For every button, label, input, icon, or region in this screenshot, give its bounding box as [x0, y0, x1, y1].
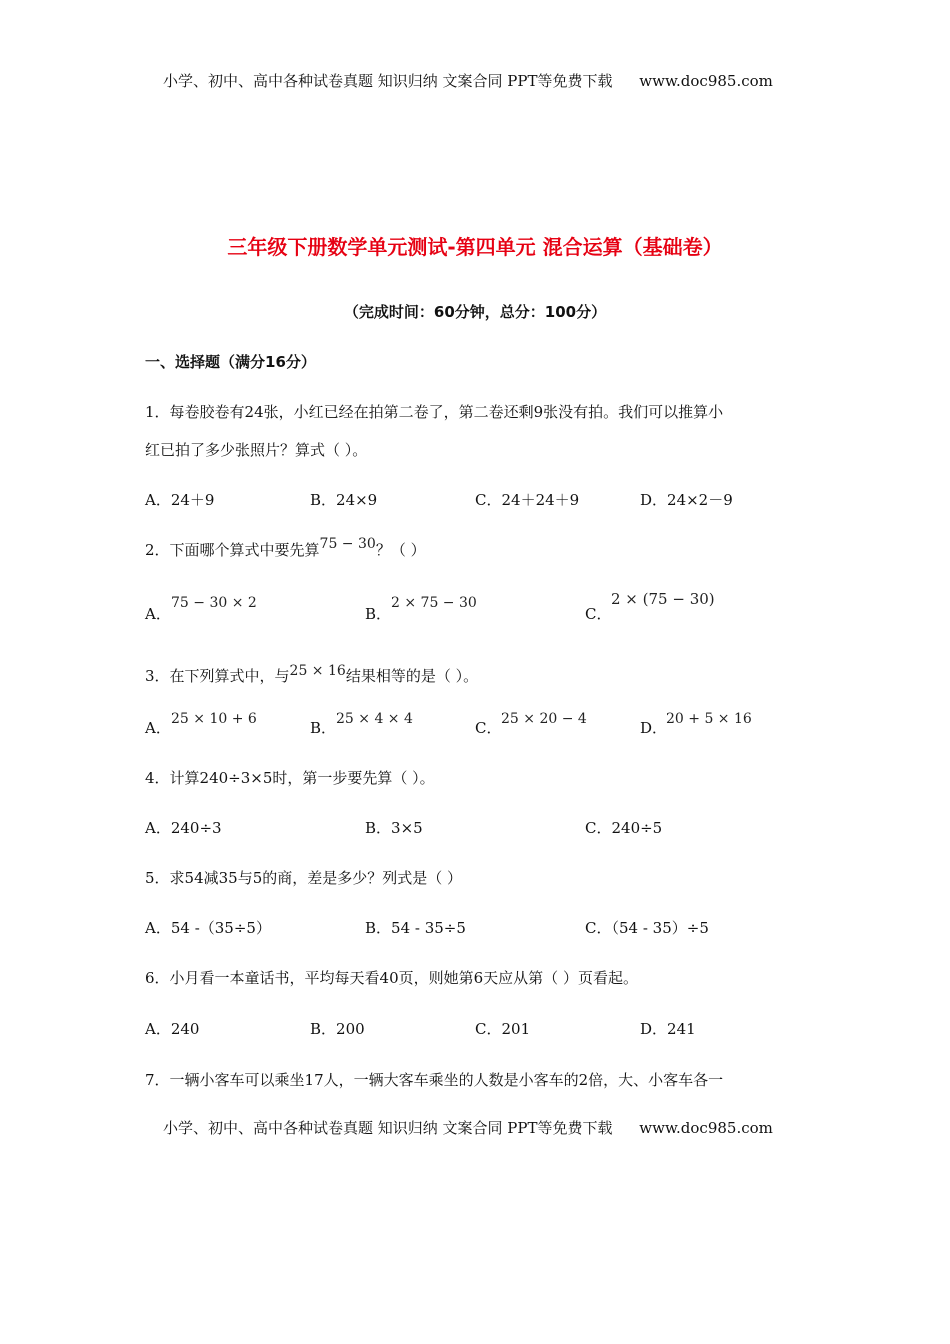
- q2-option-a-label: A．: [145, 605, 171, 623]
- q2-option-b-formula: 2 × 75 − 30: [391, 595, 477, 611]
- q2-post: ？（ ）: [375, 541, 426, 559]
- q1-option-d: D．24×2－9: [640, 491, 733, 509]
- q4-option-a: A．240÷3: [145, 819, 222, 837]
- question-3: [145, 665, 478, 686]
- q2-option-c-formula: 2 × (75 − 30): [611, 590, 715, 608]
- q5-option-c: C．（54 - 35）÷5: [585, 919, 709, 937]
- question-1-line2: 红已拍了多少张照片？算式（ ）。: [145, 441, 368, 459]
- question-4: 4．计算240÷3×5时，第一步要先算（ ）。: [145, 769, 435, 787]
- page-header: [163, 70, 773, 91]
- q6-option-b: B．200: [310, 1020, 365, 1038]
- q4-option-b: B．3×5: [365, 819, 423, 837]
- q6-option-a: A．240: [145, 1020, 200, 1038]
- q1-option-a: A．24＋9: [145, 491, 215, 509]
- q3-option-a-label: A．: [145, 719, 171, 737]
- section-heading: 一、选择题（满分16分）: [145, 353, 316, 371]
- q3-option-d-formula: 20 + 5 × 16: [666, 711, 752, 727]
- q3-option-b-formula: 25 × 4 × 4: [336, 711, 413, 727]
- q3-option-b-label: B．: [310, 719, 337, 737]
- q3-pre: 3．在下列算式中，与: [145, 667, 290, 685]
- q3-option-a-formula: 25 × 10 + 6: [171, 711, 257, 727]
- header-site: www.doc985.com: [639, 72, 773, 90]
- q3-post: 结果相等的是（ ）。: [345, 667, 479, 685]
- footer-text: 小学、初中、高中各种试卷真题 知识归纳 文案合同 PPT等免费下载: [163, 1119, 613, 1137]
- q3-option-c-formula: 25 × 20 − 4: [501, 711, 587, 727]
- q2-formula: 75 − 30: [319, 536, 376, 552]
- q3-option-c-label: C．: [475, 719, 502, 737]
- question-7-line1: 7．一辆小客车可以乘坐17人，一辆大客车乘坐的人数是小客车的2倍，大、小客车各一: [145, 1071, 724, 1089]
- question-5: 5．求54减35与5的商，差是多少？列式是（ ）: [145, 869, 463, 887]
- q6-option-c: C．201: [475, 1020, 531, 1038]
- q5-option-b: B．54 - 35÷5: [365, 919, 466, 937]
- q1-option-c: C．24＋24＋9: [475, 491, 580, 509]
- header-text: 小学、初中、高中各种试卷真题 知识归纳 文案合同 PPT等免费下载: [163, 72, 613, 90]
- question-1-line1: 1．每卷胶卷有24张，小红已经在拍第二卷了，第二卷还剩9张没有拍。我们可以推算小: [145, 403, 724, 421]
- q2-option-c-label: C．: [585, 605, 612, 623]
- page-title: 三年级下册数学单元测试-第四单元 混合运算（基础卷）: [227, 235, 723, 259]
- q3-option-d-label: D．: [640, 719, 668, 737]
- question-6: 6．小月看一本童话书，平均每天看40页，则她第6天应从第（ ）页看起。: [145, 969, 638, 987]
- page-footer: [163, 1117, 773, 1138]
- q4-option-c: C．240÷5: [585, 819, 663, 837]
- q2-option-a-formula: 75 − 30 × 2: [171, 595, 257, 611]
- footer-site: www.doc985.com: [639, 1119, 773, 1137]
- q6-option-d: D．241: [640, 1020, 696, 1038]
- q2-option-b-label: B．: [365, 605, 392, 623]
- q1-option-b: B．24×9: [310, 491, 378, 509]
- page-subtitle: （完成时间：60分钟，总分：100分）: [343, 303, 607, 321]
- q5-option-a: A．54 -（35÷5）: [145, 919, 271, 937]
- q3-formula: 25 × 16: [289, 663, 346, 679]
- q2-pre: 2．下面哪个算式中要先算: [145, 541, 320, 559]
- question-2: [145, 536, 426, 560]
